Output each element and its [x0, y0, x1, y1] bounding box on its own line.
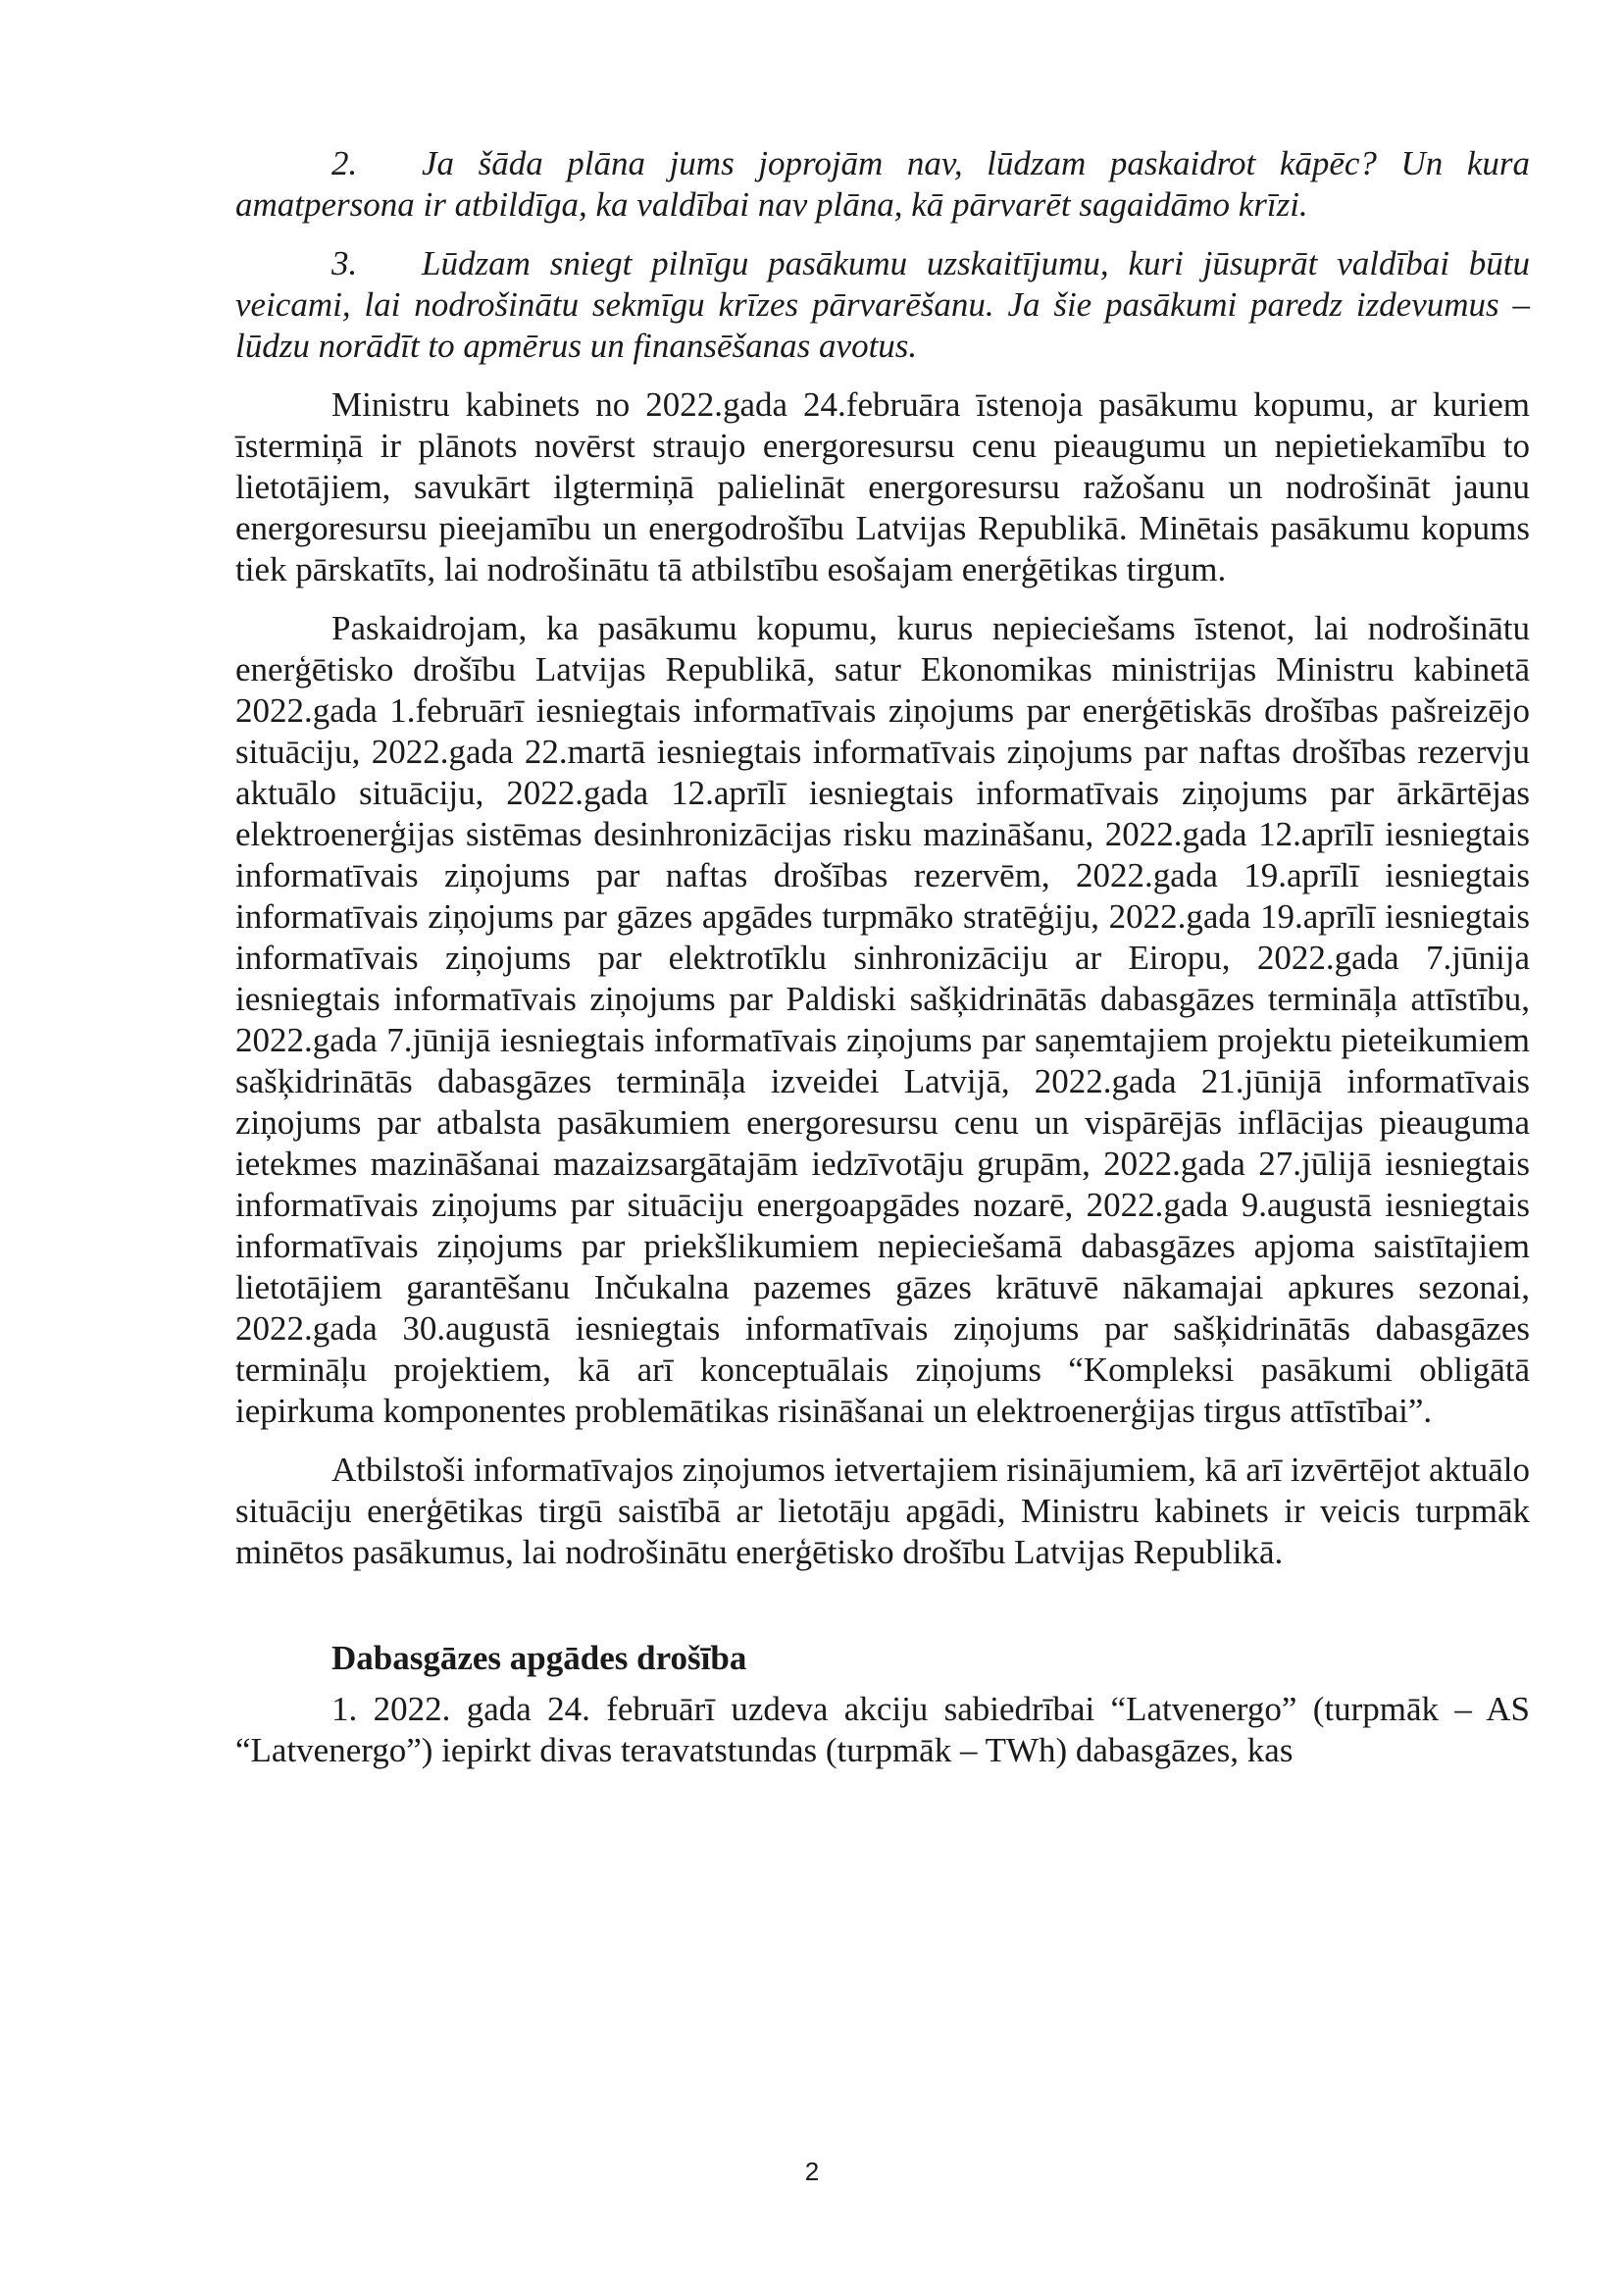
body-paragraph-3: Atbilstoši informatīvajos ziņojumos ietvertajiem risinājumiem, kā arī izvērtējot aktuālo situāciju enerģētikas tirgū saistībā ar lietotāju apgādi, Ministru kabinets ir veicis turpmāk minētos pasākumus, lai nodrošinātu enerģētisko drošību Latvijas Republikā. [235, 1451, 1530, 1571]
question-3-text: Lūdzam sniegt pilnīgu pasākumu uzskaitījumu, kuri jūsuprāt valdībai būtu veicami, lai nodrošinātu sekmīgu krīzes pārvarēšanu. Ja šie pasākumi paredz izdevumus – lūdzu norādīt to apmērus un finansēšanas avotus. [235, 244, 1530, 365]
document-page [235, 143, 1530, 1789]
question-2 [235, 143, 1530, 226]
body-paragraph-2: Paskaidrojam, ka pasākumu kopumu, kurus nepieciešams īstenot, lai nodrošinātu enerģētisko drošību Latvijas Republikā, satur Ekonomikas ministrijas Ministru kabinetā 2022.gada 1.februārī iesniegtais informatīvais ziņojums par enerģētiskās drošības pašreizējo situāciju, 2022.gada 22.martā iesniegtais informatīvais ziņojums par naftas drošības rezervju aktuālo situāciju, 2022.gada 12.aprīlī iesniegtais informatīvais ziņojums par ārkārtējas elektroenerģijas sistēmas desinhronizācijas risku mazināšanu, 2022.gada 12.aprīlī iesniegtais informatīvais ziņojums par naftas drošības rezervēm, 2022.gada 19.aprīlī iesniegtais informatīvais ziņojums par gāzes apgādes turpmāko stratēģiju, 2022.gada 19.aprīlī iesniegtais informatīvais ziņojums par elektrotīklu sinhronizāciju ar Eiropu, 2022.gada 7.jūnija iesniegtais informatīvais ziņojums par Paldiski sašķidrinātās dabasgāzes termināļa attīstību, 2022.gada 7.jūnijā iesniegtais informatīvais ziņojums par saņemtajiem projektu pieteikumiem sašķidrinātās dabasgāzes termināļa izveidei Latvijā, 2022.gada 21.jūnijā informatīvais ziņojums par atbalsta pasākumiem energoresursu cenu un vispārējās inflācijas pieauguma ietekmes mazināšanai mazaizsargātajām iedzīvotāju grupām, 2022.gada 27.jūlijā iesniegtais informatīvais ziņojums par situāciju energoapgādes nozarē, 2022.gada 9.augustā iesniegtais informatīvais ziņojums par priekšlikumiem nepieciešamā dabasgāzes apjoma saistītajiem lietotājiem garantēšanu Inčukalna pazemes gāzes krātuvē nākamajai apkures sezonai, 2022.gada 30.augustā iesniegtais informatīvais ziņojums par sašķidrinātās dabasgāzes termināļu projektiem, kā arī konceptuālais ziņojums “Kompleksi pasākumi obligātā iepirkuma komponentes problemātikas risināšanai un elektroenerģijas tirgus attīstībai”. [235, 609, 1530, 1430]
question-3 [235, 243, 1530, 367]
question-3-number: 3. [331, 244, 358, 282]
question-2-number: 2. [331, 144, 358, 182]
page-number: 2 [804, 2157, 820, 2186]
section-paragraph-1: 1. 2022. gada 24. februārī uzdeva akciju sabiedrībai “Latvenergo” (turpmāk – AS “Latvenergo”) iepirkt divas teravatstundas (turpmāk – TWh) dabasgāzes, kas [235, 1690, 1530, 1769]
question-2-text: Ja šāda plāna jums joprojām nav, lūdzam paskaidrot kāpēc? Un kura amatpersona ir atbildīga, ka valdībai nav plāna, kā pārvarēt sagaidāmo krīzi. [235, 144, 1530, 224]
body-paragraph-1: Ministru kabinets no 2022.gada 24.februāra īstenoja pasākumu kopumu, ar kuriem īstermiņā ir plānots novērst straujo energoresursu cenu pieaugumu un nepietiekamību to lietotājiem, savukārt ilgtermiņā palielināt energoresursu ražošanu un nodrošināt jaunu energoresursu pieejamību un energodrošību Latvijas Republikā. Minētais pasākumu kopums tiek pārskatīts, lai nodrošinātu tā atbilstību esošajam enerģētikas tirgum. [235, 385, 1530, 588]
section-heading: Dabasgāzes apgādes drošība [331, 1639, 747, 1677]
